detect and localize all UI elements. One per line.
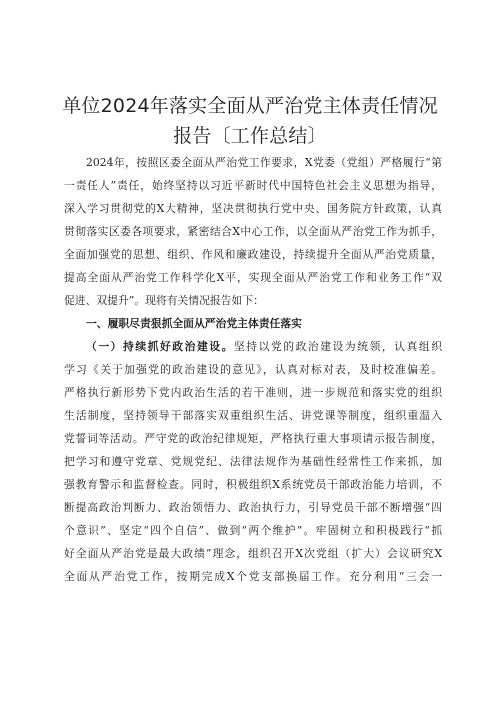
paragraph-line: 严格执行新形势下党内政治生活的若干准则，进一步规范和落实党的组织 [64, 386, 442, 399]
intro-line: 一责任人”责任，始终坚持以习近平新时代中国特色社会主义思想为指导， [64, 179, 442, 192]
title-line-2: 报告〔工作总结〕 [173, 125, 327, 147]
paragraph-line: 个意识”、坚定“四个自信”、做到“两个维护”。牢固树立和积极践行“抓 [64, 524, 442, 537]
intro-line: 2024年，按照区委全面从严治党工作要求，X党委（党组）严格履行“第 [86, 156, 442, 169]
intro-line: 深入学习贯彻党的X大精神，坚决贯彻执行党中央、国务院方针政策，认真 [64, 202, 442, 215]
paragraph-line: 把学习和遵守党章、党规党纪、法律法规作为基础性经常性工作来抓，加 [64, 455, 442, 468]
subsection-first-line [64, 335, 442, 358]
document-title [40, 91, 460, 151]
paragraph-line: 党誓词等活动。严守党的政治纪律规矩，严格执行重大事项请示报告制度， [64, 432, 442, 445]
intro-line: 提高全面从严治党工作科学化X平，实现全面从严治党工作和业务工作“双 [64, 271, 442, 284]
paragraph-line: 强教育警示和监督检查。同时，积极组织X系统党员干部政治能力培训，不 [64, 478, 442, 491]
paragraph-line: 学习《关于加强党的政治建设的意见》，认真对标对表，及时校准偏差。 [64, 363, 442, 376]
section-heading: 一、履职尽责狠抓全面从严治党主体责任落实 [86, 317, 302, 330]
document-body [64, 151, 442, 588]
paragraph-line: 全面从严治党工作，按期完成X个党支部换届工作。充分利用“三会一 [64, 570, 442, 583]
intro-line: 贯彻落实区委各项要求，紧密结合X中心工作，以全面从严治党工作为抓手， [64, 225, 442, 238]
paragraph-line: 断提高政治判断力、政治领悟力、政治执行力，引导党员干部不断增强“四 [64, 501, 442, 514]
subsection-text: 坚持以党的政治建设为统领，认真组织 [233, 340, 442, 353]
paragraph-line: 生活制度，坚持领导干部落实双重组织生活、讲党课等制度，组织重温入 [64, 409, 442, 422]
intro-line: 全面加强党的思想、组织、作风和廉政建设，持续提升全面从严治党质量， [64, 248, 442, 261]
intro-line: 促进、双提升”。现将有关情况报告如下： [64, 294, 264, 307]
paragraph-line: 好全面从严治党是最大政绩”理念，组织召开X次党组（扩大）会议研究X [64, 547, 442, 560]
subsection-heading: （一）持续抓好政治建设。 [86, 340, 234, 353]
title-line-1: 单位2024年落实全面从严治党主体责任情况 [62, 95, 438, 117]
